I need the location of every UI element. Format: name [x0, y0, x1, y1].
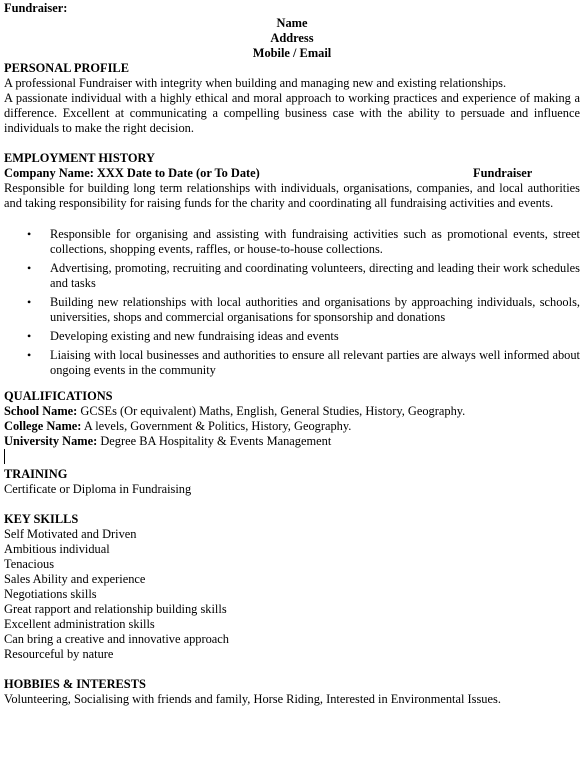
- bullet-icon: •: [27, 329, 32, 343]
- hobbies-text: Volunteering, Socialising with friends and family, Horse Riding, Interested in Environmental Issues.: [4, 692, 501, 706]
- list-item: • Responsible for organising and assisting with fundraising activities such as promotional events, street collections, shopping events, raffles, or house-to-house collections.: [27, 227, 580, 256]
- training-item: Certificate or Diploma in Fundraising: [4, 482, 192, 496]
- profile-heading: PERSONAL PROFILE: [4, 61, 129, 75]
- skills-heading: KEY SKILLS: [4, 512, 79, 526]
- list-item: • Advertising, promoting, recruiting and coordinating volunteers, directing and leading their work schedules and tasks: [27, 261, 580, 290]
- skill-item: Sales Ability and experience: [4, 572, 146, 586]
- training-heading: TRAINING: [4, 467, 68, 481]
- skill-item: Resourceful by nature: [4, 647, 114, 661]
- company-name: Company Name: XXX Date to Date (or To Date): [4, 166, 260, 180]
- candidate-address: Address: [270, 31, 314, 45]
- skill-item: Great rapport and relationship building skills: [4, 602, 227, 616]
- skill-item: Can bring a creative and innovative approach: [4, 632, 230, 646]
- text-cursor-line[interactable]: [4, 449, 580, 464]
- employment-summary: Responsible for building long term relationships with individuals, organisations, companies, and local authorities and taking responsibility for raising funds for the charity and coordinating all fundraising activities and events.: [4, 181, 580, 210]
- job-title: Fundraiser: [473, 166, 533, 180]
- qualifications-heading: QUALIFICATIONS: [4, 389, 113, 403]
- list-item: • Developing existing and new fundraising ideas and events: [27, 329, 339, 343]
- text-cursor: [4, 449, 5, 464]
- candidate-name: Name: [276, 16, 308, 30]
- bullet-icon: •: [27, 295, 32, 309]
- duties-list: [4, 227, 580, 378]
- university-line: University Name: Degree BA Hospitality & Events Management: [4, 434, 332, 448]
- profile-paragraph-2: A passionate individual with a highly ethical and moral approach to working practices and experience of making a difference. Excellent at communicating a compelling business case with the ability to persuade and influence individuals to make the right decision.: [4, 91, 580, 135]
- hobbies-heading: HOBBIES & INTERESTS: [4, 677, 146, 691]
- job-line: [4, 166, 580, 181]
- list-item: • Liaising with local businesses and authorities to ensure all relevant parties are always well informed about ongoing events in the community: [27, 348, 580, 377]
- profile-paragraph-1: A professional Fundraiser with integrity when building and managing new and existing relationships.: [4, 76, 507, 90]
- skill-item: Excellent administration skills: [4, 617, 155, 631]
- skill-item: Tenacious: [4, 557, 55, 571]
- bullet-icon: •: [27, 261, 32, 275]
- school-line: School Name: GCSEs (Or equivalent) Maths, English, General Studies, History, Geography.: [4, 404, 466, 418]
- bullet-icon: •: [27, 227, 32, 241]
- employment-heading: EMPLOYMENT HISTORY: [4, 151, 155, 165]
- candidate-contact: Mobile / Email: [252, 46, 332, 60]
- skill-item: Negotiations skills: [4, 587, 97, 601]
- skill-item: Ambitious individual: [4, 542, 110, 556]
- skill-item: Self Motivated and Driven: [4, 527, 137, 541]
- list-item: • Building new relationships with local authorities and organisations by approaching individuals, schools, universities, shops and commercial organisations for sponsorship and donations: [27, 295, 580, 324]
- bullet-icon: •: [27, 348, 32, 362]
- college-line: College Name: A levels, Government & Politics, History, Geography.: [4, 419, 352, 433]
- document-title: Fundraiser:: [4, 1, 68, 15]
- resume-document: [4, 1, 580, 707]
